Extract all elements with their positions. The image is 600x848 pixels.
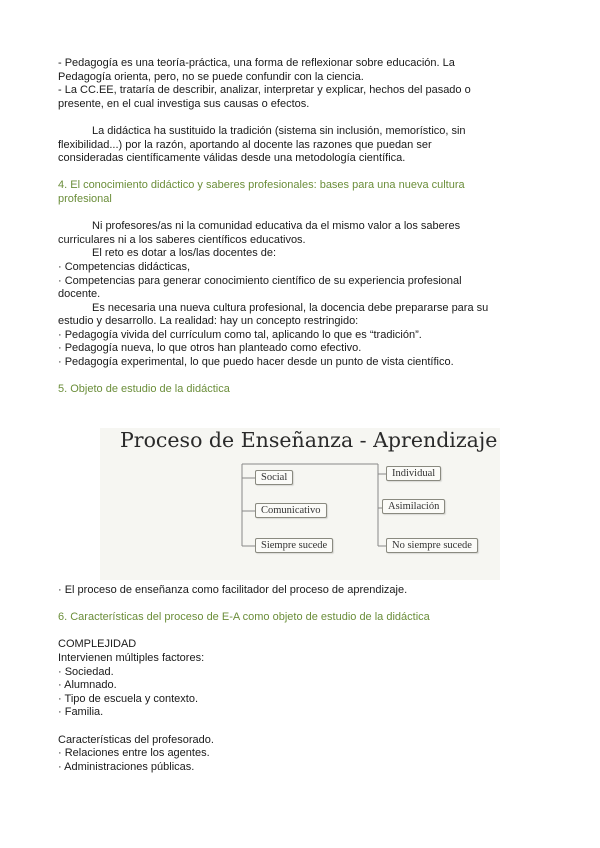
diagram-node-comunicativo: Comunicativo <box>255 503 327 518</box>
list-item: · Relaciones entre los agentes. <box>58 747 210 760</box>
list-item: docente. <box>58 288 101 301</box>
list-item: · Tipo de escuela y contexto. <box>58 692 199 705</box>
list-item: · Competencias didácticas, <box>58 260 191 273</box>
diagram-title: Proceso de Enseñanza - Aprendizaje <box>120 428 498 452</box>
section-heading: 4. El conocimiento didáctico y saberes profesionales: bases para una nueva cultura <box>58 179 465 192</box>
paragraph-line: - Pedagogía es una teoría-práctica, una forma de reflexionar sobre educación. La <box>58 57 455 69</box>
diagram-node-no-siempre-sucede: No siempre sucede <box>386 538 478 553</box>
list-item: · Pedagogía experimental, lo que puedo hacer desde un punto de vista científico. <box>58 356 454 369</box>
paragraph-line: estudio y desarrollo. La realidad: hay un concepto restringido: <box>58 315 359 328</box>
diagram-node-individual: Individual <box>386 466 441 481</box>
paragraph-line: curriculares ni a los saberes científicos educativos. <box>58 233 306 246</box>
list-item: · Sociedad. <box>58 665 114 678</box>
document-body <box>58 57 538 397</box>
list-item: · Pedagogía vivida del currículum como tal, aplicando lo que es “tradición”. <box>58 328 422 341</box>
diagram-node-siempre-sucede: Siempre sucede <box>255 538 333 553</box>
document-body-continued <box>58 584 538 774</box>
paragraph-line: Ni profesores/as ni la comunidad educativa da el mismo valor a los saberes <box>92 220 461 233</box>
paragraph-line: Características del profesorado. <box>58 733 214 746</box>
paragraph-line: - La CC.EE, trataría de describir, analizar, interpretar y explicar, hechos del pasado o <box>58 84 471 97</box>
paragraph-line: presente, en el cual investiga sus causas o efectos. <box>58 97 310 110</box>
diagram-node-social: Social <box>255 470 293 485</box>
paragraph-line: consideradas científicamente válidas desde una metodología científica. <box>58 152 406 165</box>
paragraph-line: El reto es dotar a los/las docentes de: <box>92 247 277 260</box>
paragraph-line: flexibilidad...) por la razón, aportando al docente las razones que puedan ser <box>58 138 432 151</box>
paragraph-line: COMPLEJIDAD <box>58 638 137 651</box>
list-item: · Pedagogía nueva, lo que otros han planteado como efectivo. <box>58 342 362 355</box>
list-item: · Competencias para generar conocimiento científico de su experiencia profesional <box>58 274 462 287</box>
diagram-node-asimilacion: Asimilación <box>382 499 445 514</box>
figure-caption: · El proceso de enseñanza como facilitador del proceso de aprendizaje. <box>58 584 408 596</box>
paragraph-line: Intervienen múltiples factores: <box>58 651 205 664</box>
section-heading: 6. Características del proceso de E-A como objeto de estudio de la didáctica <box>58 611 430 624</box>
paragraph-line: Pedagogía orienta, pero, no se puede confundir con la ciencia. <box>58 70 364 83</box>
paragraph-line: La didáctica ha sustituido la tradición (sistema sin inclusión, memorístico, sin <box>92 124 466 137</box>
list-item: · Familia. <box>58 706 104 719</box>
section-heading: 5. Objeto de estudio de la didáctica <box>58 383 230 396</box>
section-heading: profesional <box>58 192 112 205</box>
list-item: · Administraciones públicas. <box>58 760 195 773</box>
process-diagram <box>100 428 500 580</box>
list-item: · Alumnado. <box>58 679 117 692</box>
paragraph-line: Es necesaria una nueva cultura profesional, la docencia debe prepararse para su <box>92 301 489 314</box>
